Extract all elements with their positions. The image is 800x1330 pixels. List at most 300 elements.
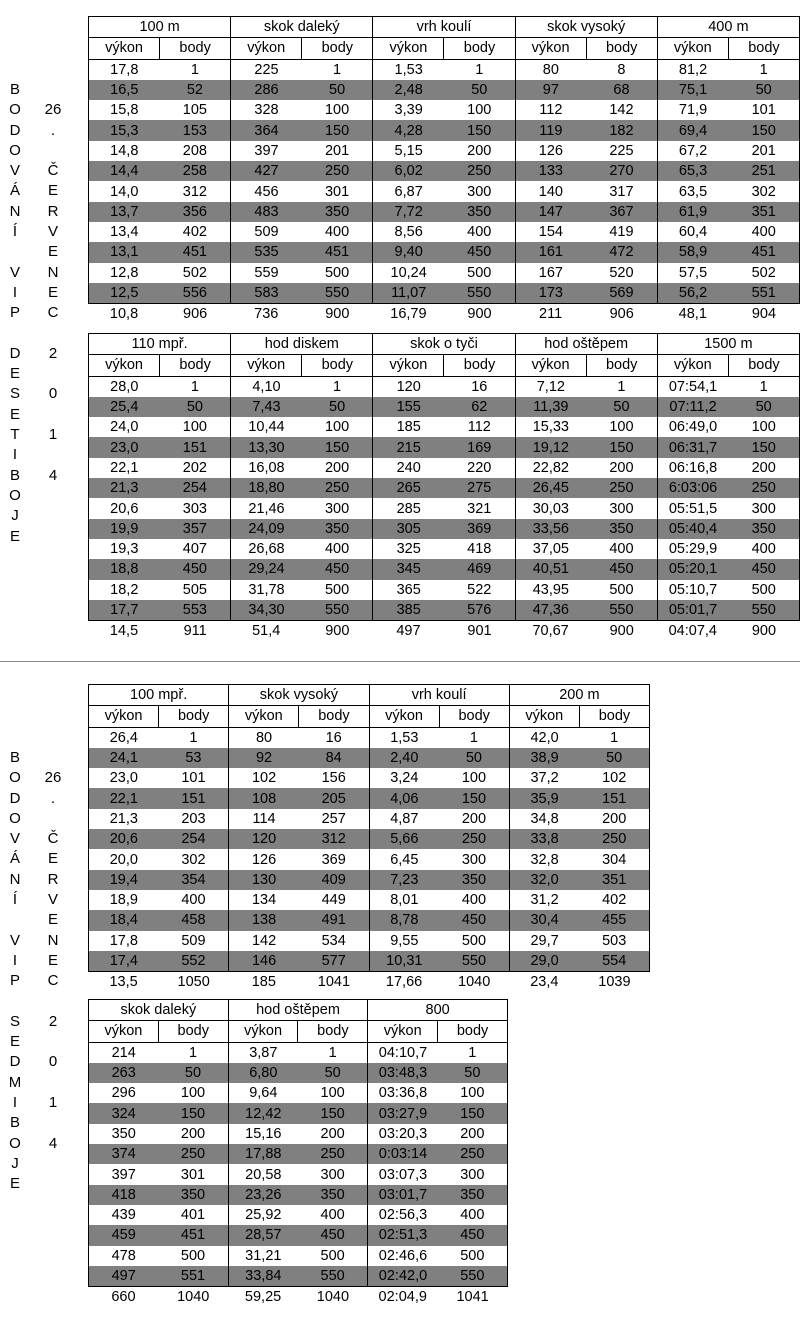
total-cell: 900 — [751, 623, 777, 640]
table-cell: 305 — [373, 519, 444, 539]
table-cell: 2,40 — [369, 748, 439, 768]
table-cell: 06:16,8 — [657, 458, 728, 478]
column-label-body: body — [302, 38, 373, 59]
side-label-char: Č — [47, 830, 59, 848]
column-label-vykon: výkon — [231, 355, 302, 376]
table-row — [89, 600, 800, 621]
table-cell: 500 — [439, 931, 509, 951]
side-label-char: E — [47, 951, 58, 969]
table-cell: 250 — [579, 829, 649, 849]
table-cell: 214 — [89, 1042, 159, 1063]
table-cell: 05:01,7 — [657, 600, 728, 621]
table-cell: 61,9 — [657, 202, 728, 222]
total-cell: 900 — [609, 623, 634, 640]
table-cell: 502 — [160, 263, 231, 283]
table-cell: 169 — [444, 437, 515, 457]
table-row — [89, 202, 800, 222]
table-cell: 13,7 — [89, 202, 160, 222]
table-cell: 328 — [231, 100, 302, 120]
side-label-char: E — [47, 243, 58, 261]
table-cell: 150 — [438, 1103, 508, 1123]
table-cell: 1 — [159, 727, 229, 748]
table-cell: 577 — [299, 951, 369, 972]
table-cell: 469 — [444, 559, 515, 579]
side-label-char: 1 — [48, 1094, 58, 1112]
side-label-char — [43, 1174, 63, 1194]
table-cell: 138 — [229, 910, 299, 930]
table-cell: 20,6 — [89, 829, 159, 849]
table-cell: 401 — [158, 1205, 228, 1225]
table-cell: 100 — [158, 1083, 228, 1103]
table-cell: 400 — [444, 222, 515, 242]
table-cell: 345 — [373, 559, 444, 579]
table-cell: 156 — [299, 768, 369, 788]
side-label-char: P — [9, 972, 20, 990]
total-cell: 497 — [396, 623, 421, 640]
table-cell: 200 — [586, 458, 657, 478]
table-cell: 50 — [586, 397, 657, 417]
side-label-char — [43, 1113, 63, 1133]
event-header: 110 mpř. — [89, 334, 231, 355]
table-cell: 418 — [89, 1185, 159, 1205]
table-cell: 1 — [586, 376, 657, 397]
table-cell: 552 — [159, 951, 229, 972]
side-label-char — [5, 910, 25, 930]
table-cell: 100 — [444, 100, 515, 120]
table-cell: 50 — [302, 397, 373, 417]
table-cell: 491 — [299, 910, 369, 930]
side-label-char — [5, 992, 25, 1012]
table-cell: 451 — [728, 242, 799, 262]
table-cell: 13,30 — [231, 437, 302, 457]
table-row — [89, 1083, 508, 1103]
table-cell: 29,7 — [509, 931, 579, 951]
table-cell: 302 — [159, 849, 229, 869]
table-cell: 108 — [229, 788, 299, 808]
table-cell: 03:27,9 — [368, 1103, 438, 1123]
table-cell: 100 — [302, 417, 373, 437]
table-cell: 35,9 — [509, 788, 579, 808]
table-cell: 37,2 — [509, 768, 579, 788]
column-label-vykon: výkon — [515, 355, 586, 376]
side-label-char — [43, 405, 63, 425]
side-label-char: Í — [12, 223, 18, 241]
table-cell: 120 — [229, 829, 299, 849]
table-cell: 21,3 — [89, 809, 159, 829]
table-cell: 97 — [515, 80, 586, 100]
side-label-char — [43, 486, 63, 506]
table-cell: 250 — [444, 161, 515, 181]
table-cell: 500 — [158, 1246, 228, 1266]
table-cell: 321 — [444, 498, 515, 518]
event-header: hod oštěpem — [228, 1000, 368, 1021]
table-cell: 503 — [579, 931, 649, 951]
column-label-body: body — [444, 355, 515, 376]
table-cell: 250 — [586, 478, 657, 498]
table-row — [89, 1205, 508, 1225]
table-cell: 312 — [160, 181, 231, 201]
table-cell: 6,87 — [373, 181, 444, 201]
table-cell: 450 — [298, 1225, 368, 1245]
table-cell: 33,84 — [228, 1266, 298, 1287]
table-row — [89, 1246, 508, 1266]
table-cell: 300 — [302, 498, 373, 518]
table-cell: 350 — [444, 202, 515, 222]
table-cell: 53 — [159, 748, 229, 768]
total-cell: 1040 — [177, 1289, 210, 1306]
table-cell: 26,4 — [89, 727, 159, 748]
total-row — [89, 304, 800, 325]
total-cell: 10,8 — [109, 306, 139, 323]
table-cell: 20,6 — [89, 498, 160, 518]
table-cell: 33,8 — [509, 829, 579, 849]
table-cell: 03:07,3 — [368, 1164, 438, 1184]
table-cell: 19,3 — [89, 539, 160, 559]
table-cell: 21,3 — [89, 478, 160, 498]
table-cell: 7,72 — [373, 202, 444, 222]
side-label-char: . — [50, 121, 56, 139]
total-cell: 51,4 — [252, 623, 281, 640]
table-cell: 02:46,6 — [368, 1246, 438, 1266]
table-cell: 302 — [728, 181, 799, 201]
table-row — [89, 417, 800, 437]
side-label-char: 4 — [48, 466, 58, 484]
column-label-body: body — [302, 355, 373, 376]
side-label-char: 2 — [48, 344, 58, 362]
table-cell: 1 — [728, 376, 799, 397]
table-cell: 150 — [302, 120, 373, 140]
table-cell: 225 — [586, 141, 657, 161]
event-header: vrh koulí — [373, 17, 515, 38]
table-cell: 418 — [444, 539, 515, 559]
table-cell: 250 — [302, 161, 373, 181]
side-label-char: O — [9, 1134, 21, 1152]
side-label-char: S — [9, 385, 20, 403]
side-label-char: D — [9, 789, 21, 807]
table-cell: 450 — [160, 559, 231, 579]
table-cell: 369 — [299, 849, 369, 869]
table-cell: 1 — [444, 59, 515, 80]
table-cell: 26,68 — [231, 539, 302, 559]
table-row — [89, 181, 800, 201]
side-label-char: I — [12, 446, 18, 464]
table-cell: 50 — [579, 748, 649, 768]
side-label-char: E — [47, 850, 58, 868]
total-cell: 904 — [751, 306, 777, 323]
table-row — [89, 519, 800, 539]
table-cell: 16,5 — [89, 80, 160, 100]
table-cell: 583 — [231, 283, 302, 304]
table-cell: 81,2 — [657, 59, 728, 80]
table-cell: 350 — [438, 1185, 508, 1205]
table-cell: 34,8 — [509, 809, 579, 829]
total-cell: 911 — [183, 623, 207, 640]
event-header: 100 mpř. — [89, 685, 229, 706]
table-row — [89, 222, 800, 242]
table-cell: 155 — [373, 397, 444, 417]
table-row — [89, 478, 800, 498]
table-cell: 208 — [160, 141, 231, 161]
table-cell: 32,8 — [509, 849, 579, 869]
table-cell: 350 — [302, 202, 373, 222]
table-cell: 300 — [444, 181, 515, 201]
table-cell: 23,26 — [228, 1185, 298, 1205]
table-cell: 250 — [158, 1144, 228, 1164]
table-cell: 56,2 — [657, 283, 728, 304]
table-cell: 22,82 — [515, 458, 586, 478]
table-cell: 304 — [579, 849, 649, 869]
table-row — [89, 458, 800, 478]
table-cell: 10,31 — [369, 951, 439, 972]
column-label-body: body — [586, 355, 657, 376]
table-cell: 34,30 — [231, 600, 302, 621]
table-cell: 419 — [586, 222, 657, 242]
table-cell: 325 — [373, 539, 444, 559]
table-cell: 147 — [515, 202, 586, 222]
table-cell: 351 — [728, 202, 799, 222]
table-cell: 250 — [302, 478, 373, 498]
table-cell: 161 — [515, 242, 586, 262]
table-cell: 9,64 — [228, 1083, 298, 1103]
total-row — [89, 972, 650, 993]
table-row — [89, 849, 650, 869]
total-cell: 13,5 — [109, 974, 138, 991]
table-cell: 535 — [231, 242, 302, 262]
side-label-char: . — [50, 789, 56, 807]
side-label-char: P — [9, 304, 20, 322]
table-cell: 300 — [586, 498, 657, 518]
section-divider — [0, 661, 800, 662]
table-cell: 03:36,8 — [368, 1083, 438, 1103]
table-cell: 500 — [728, 580, 799, 600]
table-cell: 397 — [89, 1164, 159, 1184]
side-label-char: V — [9, 263, 20, 281]
total-cell: 1050 — [177, 974, 210, 991]
total-cell: 1041 — [317, 974, 351, 991]
table-cell: 409 — [299, 870, 369, 890]
side-label-char: N — [47, 931, 59, 949]
table-row — [89, 283, 800, 304]
table-cell: 1,53 — [369, 727, 439, 748]
side-label-char — [43, 364, 63, 384]
side-label-char: 26 — [44, 101, 62, 119]
table-cell: 251 — [728, 161, 799, 181]
table-cell: 4,87 — [369, 809, 439, 829]
table-cell: 450 — [438, 1225, 508, 1245]
total-cell: 736 — [254, 306, 279, 323]
table-cell: 1 — [158, 1042, 228, 1063]
table-cell: 203 — [159, 809, 229, 829]
table-cell: 500 — [302, 580, 373, 600]
table-cell: 05:40,4 — [657, 519, 728, 539]
table-row — [89, 376, 800, 397]
table-cell: 140 — [515, 181, 586, 201]
table-cell: 502 — [728, 263, 799, 283]
table-cell: 101 — [728, 100, 799, 120]
table-cell: 324 — [89, 1103, 159, 1123]
side-label-char: E — [47, 283, 58, 301]
table-cell: 50 — [302, 80, 373, 100]
column-label-body: body — [439, 706, 509, 727]
table-cell: 450 — [728, 559, 799, 579]
table-cell: 225 — [231, 59, 302, 80]
side-label-char: E — [9, 1175, 20, 1193]
table-row — [89, 1103, 508, 1123]
side-label-char: O — [9, 101, 21, 119]
table-cell: 07:54,1 — [657, 376, 728, 397]
column-label-vykon: výkon — [89, 1021, 159, 1042]
table-cell: 50 — [160, 397, 231, 417]
side-label-char — [43, 141, 63, 161]
total-cell: 17,66 — [385, 974, 423, 991]
table-cell: 43,95 — [515, 580, 586, 600]
table-cell: 312 — [299, 829, 369, 849]
column-label-vykon: výkon — [229, 706, 299, 727]
table-cell: 497 — [89, 1266, 159, 1287]
table-cell: 200 — [579, 809, 649, 829]
table-cell: 4,10 — [231, 376, 302, 397]
column-label-vykon: výkon — [89, 355, 160, 376]
table-cell: 451 — [302, 242, 373, 262]
table-cell: 450 — [586, 559, 657, 579]
table-cell: 150 — [302, 437, 373, 457]
table-cell: 215 — [373, 437, 444, 457]
table-cell: 369 — [444, 519, 515, 539]
table-cell: 31,2 — [509, 890, 579, 910]
table-cell: 6,80 — [228, 1063, 298, 1083]
table-cell: 100 — [298, 1083, 368, 1103]
table-cell: 300 — [728, 498, 799, 518]
side-label-char: D — [9, 121, 21, 139]
table-cell: 449 — [299, 890, 369, 910]
column-label-vykon: výkon — [231, 38, 302, 59]
total-cell: 48,1 — [678, 306, 707, 323]
decathlon-score-table-2 — [88, 333, 800, 641]
heptathlon-score-table-2 — [88, 999, 508, 1307]
table-cell: 350 — [728, 519, 799, 539]
table-cell: 119 — [515, 120, 586, 140]
table-cell: 1,53 — [373, 59, 444, 80]
table-cell: 68 — [586, 80, 657, 100]
table-row — [89, 809, 650, 829]
table-cell: 105 — [160, 100, 231, 120]
table-cell: 102 — [579, 768, 649, 788]
table-cell: 4,06 — [369, 788, 439, 808]
column-label-vykon: výkon — [657, 38, 728, 59]
table-cell: 350 — [586, 519, 657, 539]
table-cell: 550 — [438, 1266, 508, 1287]
side-label-char: N — [9, 202, 21, 220]
table-cell: 400 — [728, 222, 799, 242]
table-row — [89, 910, 650, 930]
total-cell: 59,25 — [244, 1289, 282, 1306]
table-cell: 450 — [439, 910, 509, 930]
table-cell: 26,45 — [515, 478, 586, 498]
side-label-char: O — [9, 141, 21, 159]
column-label-vykon: výkon — [373, 355, 444, 376]
column-label-body: body — [444, 38, 515, 59]
table-cell: 550 — [728, 600, 799, 621]
table-cell: 126 — [229, 849, 299, 869]
total-row — [89, 1287, 508, 1308]
side-label-char: Í — [12, 891, 18, 909]
table-cell: 350 — [302, 519, 373, 539]
table-cell: 150 — [444, 120, 515, 140]
side-label-char — [43, 809, 63, 829]
table-cell: 31,21 — [228, 1246, 298, 1266]
table-cell: 300 — [438, 1164, 508, 1184]
column-label-body: body — [160, 355, 231, 376]
column-label-body: body — [299, 706, 369, 727]
table-cell: 455 — [579, 910, 649, 930]
table-cell: 185 — [373, 417, 444, 437]
table-cell: 500 — [298, 1246, 368, 1266]
table-cell: 400 — [159, 890, 229, 910]
table-row — [89, 263, 800, 283]
table-cell: 285 — [373, 498, 444, 518]
table-cell: 32,0 — [509, 870, 579, 890]
column-label-body: body — [158, 1021, 228, 1042]
table-row — [89, 1144, 508, 1164]
table-cell: 6:03:06 — [657, 478, 728, 498]
table-cell: 576 — [444, 600, 515, 621]
side-label-char: I — [12, 1094, 18, 1112]
table-cell: 8,01 — [369, 890, 439, 910]
side-label-char: B — [9, 1114, 20, 1132]
table-cell: 6,02 — [373, 161, 444, 181]
event-header: skok daleký — [231, 17, 373, 38]
table-cell: 30,03 — [515, 498, 586, 518]
table-row — [89, 539, 800, 559]
table-cell: 15,16 — [228, 1124, 298, 1144]
total-cell: 901 — [467, 623, 492, 640]
table-cell: 3,87 — [228, 1042, 298, 1063]
table-cell: 130 — [229, 870, 299, 890]
table-cell: 551 — [728, 283, 799, 304]
side-label-char: I — [12, 283, 18, 301]
table-cell: 551 — [158, 1266, 228, 1287]
side-label-char: O — [9, 486, 21, 504]
table-row — [89, 100, 800, 120]
table-cell: 102 — [229, 768, 299, 788]
side-label-char — [43, 324, 63, 344]
decathlon-score-table-1 — [88, 16, 800, 324]
event-header: skok vysoký — [229, 685, 369, 706]
event-header: hod diskem — [231, 334, 373, 355]
table-cell: 40,51 — [515, 559, 586, 579]
table-cell: 20,58 — [228, 1164, 298, 1184]
total-cell: 1040 — [316, 1289, 350, 1306]
table-cell: 407 — [160, 539, 231, 559]
table-cell: 19,12 — [515, 437, 586, 457]
table-cell: 33,56 — [515, 519, 586, 539]
table-cell: 5,66 — [369, 829, 439, 849]
table-row — [89, 1124, 508, 1144]
table-cell: 400 — [439, 890, 509, 910]
table-cell: 569 — [586, 283, 657, 304]
side-label-char — [43, 992, 63, 1012]
table-cell: 150 — [158, 1103, 228, 1123]
table-cell: 03:20,3 — [368, 1124, 438, 1144]
table-cell: 60,4 — [657, 222, 728, 242]
table-cell: 200 — [298, 1124, 368, 1144]
table-cell: 133 — [515, 161, 586, 181]
table-cell: 397 — [231, 141, 302, 161]
table-cell: 22,1 — [89, 458, 160, 478]
side-label-char: E — [9, 365, 20, 383]
table-row — [89, 951, 650, 972]
table-cell: 03:01,7 — [368, 1185, 438, 1205]
